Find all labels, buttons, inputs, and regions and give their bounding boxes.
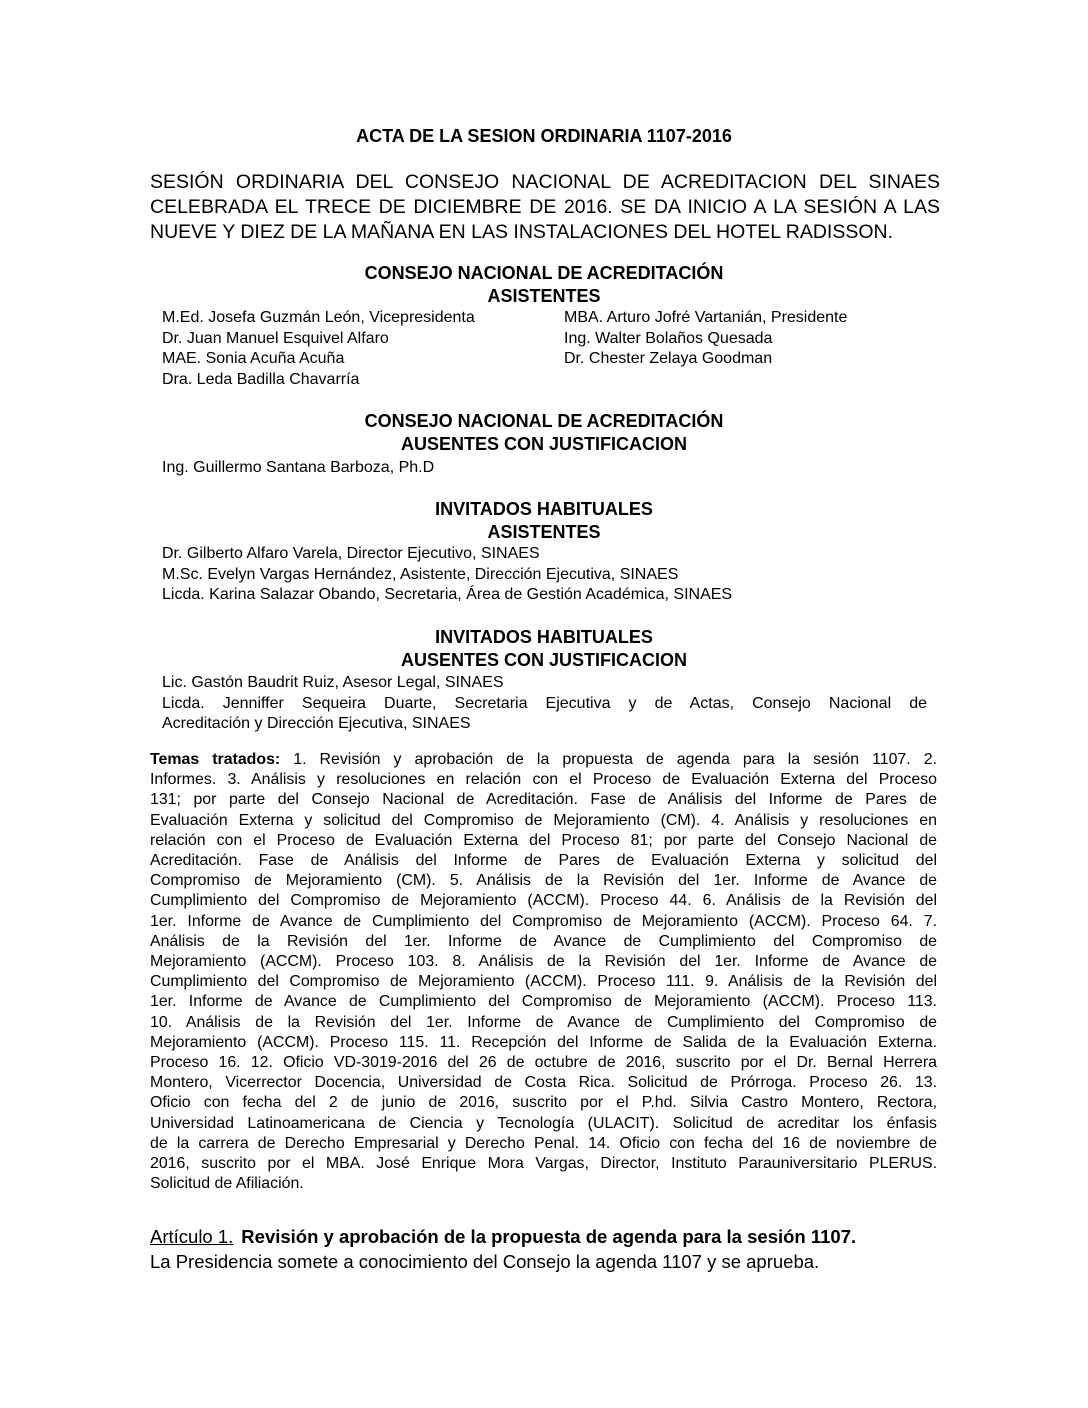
article-body: La Presidencia somete a conocimiento del Consejo la agenda 1107 y se aprueba.: [150, 1251, 820, 1272]
topics-line: de la carrera de Derecho Empresarial y Derecho Penal. 14. Oficio con fecha del 16 de noviembre de: [150, 1134, 937, 1152]
topics-line: Mejoramiento (ACCM). Proceso 115. 11. Recepción del Informe de Salida de la Evaluación Externa.: [150, 1033, 937, 1051]
topics-line: Cumplimiento del Compromiso de Mejoramiento (ACCM). Proceso 111. 9. Análisis de la Revisión del: [150, 973, 937, 991]
topics-line: Oficio con fecha del 2 de junio de 2016, suscrito por el P.hd. Silvia Castro Montero, Rectora,: [150, 1094, 937, 1112]
guest: M.Sc. Evelyn Vargas Hernández, Asistente, Dirección Ejecutiva, SINAES: [162, 565, 679, 583]
topics-line: 10. Análisis de la Revisión del 1er. Informe de Avance de Cumplimiento del Compromiso de: [150, 1013, 937, 1031]
absent-guests-list: [162, 673, 927, 735]
guests-list: [162, 544, 732, 606]
attendees-right-list: [564, 308, 847, 370]
topics-line: Cumplimiento del Compromiso de Mejoramiento (ACCM). Proceso 44. 6. Análisis de la Revisión del: [150, 892, 937, 910]
topics-line: Montero, Vicerrector Docencia, Universidad de Costa Rica. Solicitud de Prórroga. Proceso 26. 13.: [150, 1074, 937, 1092]
section-heading: INVITADOS HABITUALES: [435, 627, 653, 647]
absent-list: [162, 458, 434, 479]
section-heading: INVITADOS HABITUALES: [435, 499, 653, 519]
topics-line: Informes. 3. Análisis y resoluciones en relación con el Proceso de Evaluación Externa del Proceso: [150, 771, 937, 789]
absent-member: Ing. Guillermo Santana Barboza, Ph.D: [162, 459, 435, 476]
attendee: Ing. Walter Bolaños Quesada: [564, 329, 773, 347]
topics-line: Proceso 16. 12. Oficio VD-3019-2016 del 26 de octubre de 2016, suscrito por el Dr. Bernal Herrera: [150, 1054, 937, 1072]
absent-guest-continuation: Acreditación y Dirección Ejecutiva, SINAES: [162, 715, 471, 732]
article-heading: [150, 1226, 856, 1248]
section-heading: CONSEJO NACIONAL DE ACREDITACIÓN: [364, 411, 724, 431]
section-subheading: AUSENTES CON JUSTIFICACION: [400, 434, 688, 454]
section-subheading: AUSENTES CON JUSTIFICACION: [400, 650, 688, 670]
intro-line: CELEBRADA EL TRECE DE DICIEMBRE DE 2016. SE DA INICIO A LA SESIÓN A LAS: [150, 196, 940, 218]
topics-label: Temas tratados:: [150, 751, 281, 768]
absent-guest: Licda. Jenniffer Sequeira Duarte, Secretaria Ejecutiva y de Actas, Consejo Nacional de: [162, 694, 927, 712]
section-subheading: ASISTENTES: [487, 522, 601, 542]
attendee: MBA. Arturo Jofré Vartanián, Presidente: [564, 309, 848, 326]
attendee: Dr. Chester Zelaya Goodman: [564, 350, 773, 367]
attendee: Dr. Juan Manuel Esquivel Alfaro: [162, 329, 389, 347]
topics-line: Análisis de la Revisión del 1er. Informe de Avance de Cumplimiento del Compromiso de: [150, 932, 937, 950]
article-title: Revisión y aprobación de la propuesta de agenda para la sesión 1107.: [241, 1226, 857, 1247]
guest: Dr. Gilberto Alfaro Varela, Director Ejecutivo, SINAES: [162, 545, 540, 562]
topics-line: 1er. Informe de Avance de Cumplimiento del Compromiso de Mejoramiento (ACCM). Proceso 64. 7.: [150, 912, 937, 930]
topics-line: relación con el Proceso de Evaluación Externa del Proceso 81; por parte del Consejo Nacional de: [150, 831, 937, 849]
attendee: Dra. Leda Badilla Chavarría: [162, 370, 360, 388]
topics-line: 1er. Informe de Avance de Cumplimiento del Compromiso de Mejoramiento (ACCM). Proceso 113.: [150, 993, 937, 1011]
topics-line: Solicitud de Afiliación.: [150, 1175, 304, 1193]
absent-guest: Lic. Gastón Baudrit Ruiz, Asesor Legal, SINAES: [162, 674, 504, 691]
section-heading: CONSEJO NACIONAL DE ACREDITACIÓN: [364, 263, 724, 283]
intro-line: NUEVE Y DIEZ DE LA MAÑANA EN LAS INSTALACIONES DEL HOTEL RADISSON.: [150, 221, 894, 243]
topics-line: Temas tratados: 1. Revisión y aprobación de la propuesta de agenda para la sesión 1107. 2.: [150, 751, 937, 768]
guest: Licda. Karina Salazar Obando, Secretaria, Área de Gestión Académica, SINAES: [162, 586, 733, 603]
topics-line: Evaluación Externa y solicitud del Compromiso de Mejoramiento (CM). 4. Análisis y resoluciones en: [150, 811, 937, 829]
intro-line: SESIÓN ORDINARIA DEL CONSEJO NACIONAL DE ACREDITACION DEL SINAES: [150, 171, 940, 193]
attendee: MAE. Sonia Acuña Acuña: [162, 350, 345, 367]
topics-line: Acreditación. Fase de Análisis del Informe de Pares de Evaluación Externa y solicitud del: [150, 852, 937, 870]
topics-line: 131; por parte del Consejo Nacional de Acreditación. Fase de Análisis del Informe de Pares de: [150, 791, 937, 809]
topics-line: 2016, suscrito por el MBA. José Enrique Mora Vargas, Director, Instituto Parauniversitario PLERUS.: [150, 1155, 937, 1173]
intro-paragraph: [150, 170, 940, 245]
attendees-left-list: [162, 308, 475, 390]
topics-line: Compromiso de Mejoramiento (CM). 5. Análisis de la Revisión del 1er. Informe de Avance de: [150, 872, 937, 890]
document-title: ACTA DE LA SESION ORDINARIA 1107-2016: [356, 126, 732, 146]
topics-line: Universidad Latinoamericana de Ciencia y Tecnología (ULACIT). Solicitud de acreditar los énfasis: [150, 1114, 937, 1132]
section-subheading: ASISTENTES: [487, 286, 601, 306]
attendee: M.Ed. Josefa Guzmán León, Vicepresidenta: [162, 309, 475, 326]
topics-line: Mejoramiento (ACCM). Proceso 103. 8. Análisis de la Revisión del 1er. Informe de Avance de: [150, 953, 937, 971]
article-label: Artículo 1.: [150, 1226, 234, 1247]
topics-paragraph: [150, 750, 937, 1194]
